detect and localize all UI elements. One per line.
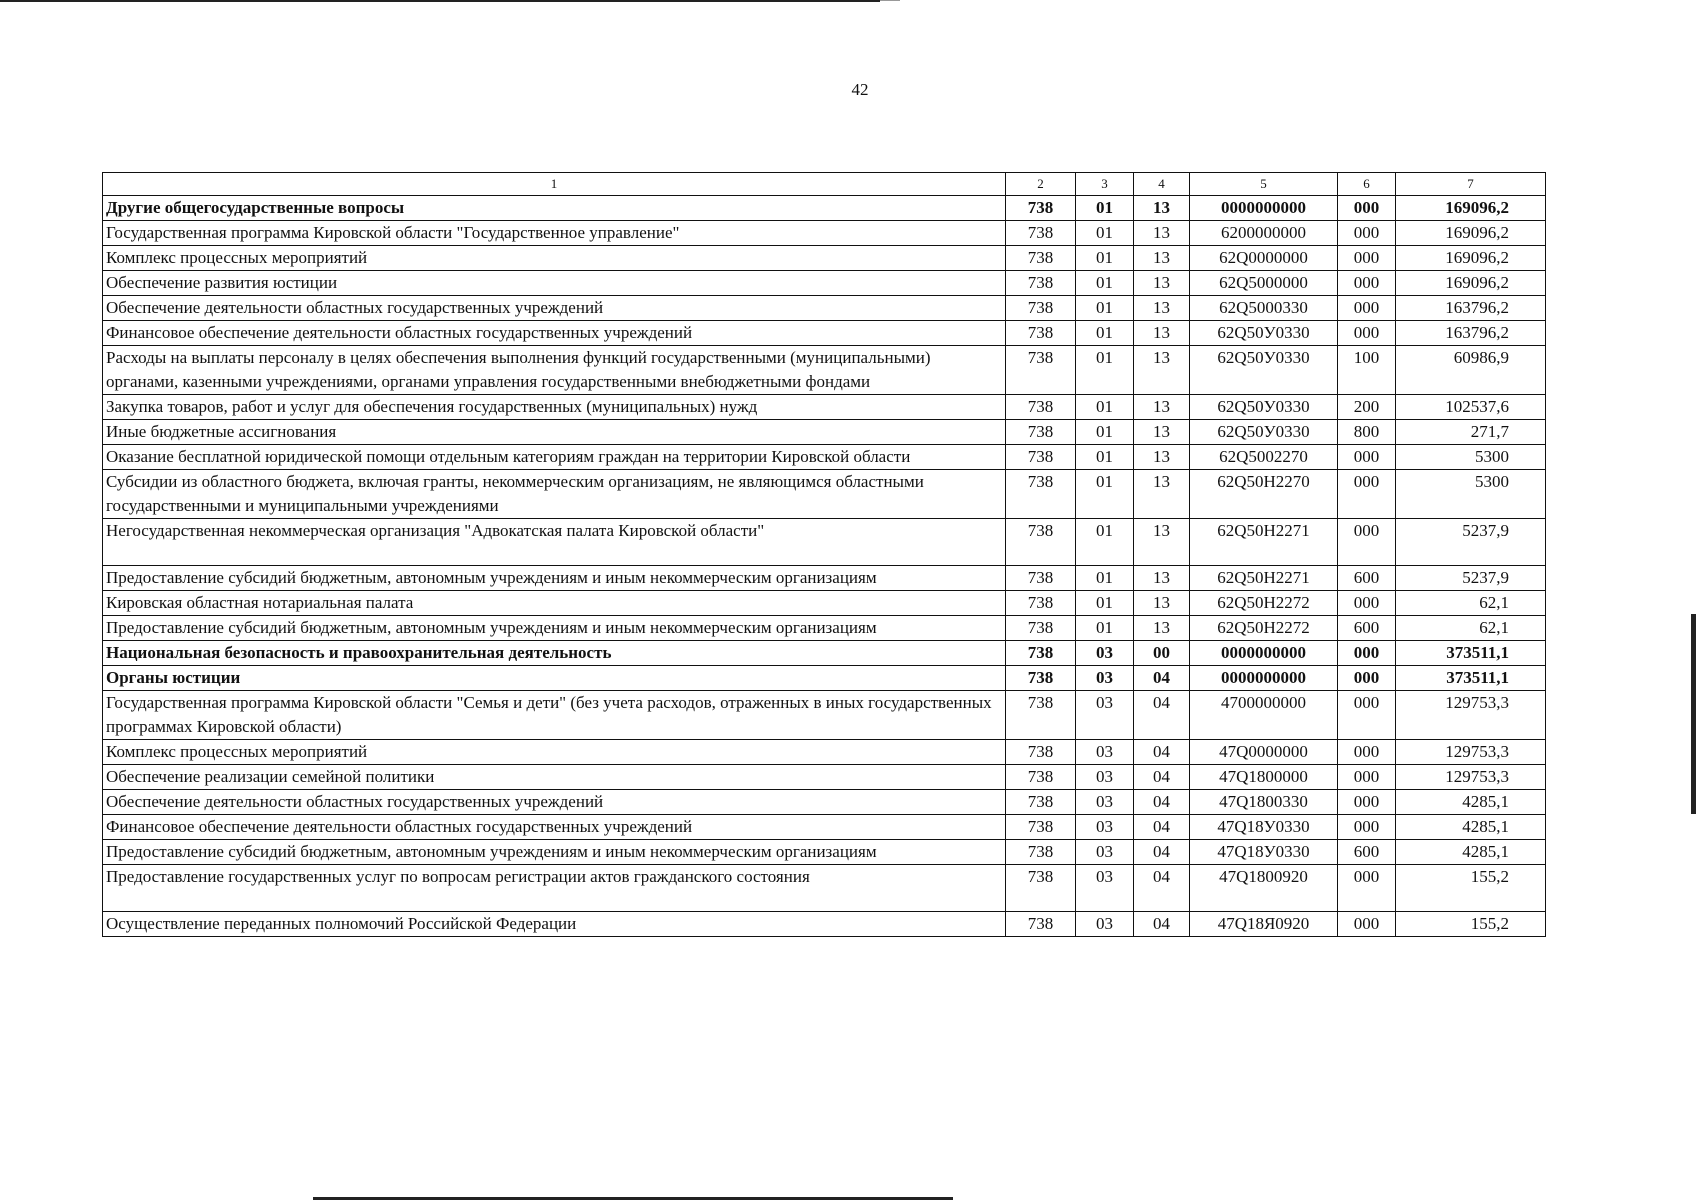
row-c7-cell: 271,7 — [1396, 420, 1546, 445]
row-c7-cell: 169096,2 — [1396, 196, 1546, 221]
row-c6-cell: 000 — [1338, 641, 1396, 666]
row-c6-cell: 000 — [1338, 740, 1396, 765]
row-c4-cell: 04 — [1134, 666, 1190, 691]
row-name-cell: Субсидии из областного бюджета, включая гранты, некоммерческим организациям, не являющимся областными государственными и муниципальными учреждениями — [103, 470, 1006, 519]
table-row — [103, 865, 1546, 912]
row-c3-cell: 03 — [1076, 865, 1134, 912]
row-c5-cell: 47Q18У0330 — [1190, 840, 1338, 865]
row-c2-cell: 738 — [1006, 765, 1076, 790]
row-c7-cell: 129753,3 — [1396, 740, 1546, 765]
row-c5-cell: 0000000000 — [1190, 666, 1338, 691]
row-c7-cell: 155,2 — [1396, 912, 1546, 937]
row-c4-cell: 13 — [1134, 591, 1190, 616]
row-c3-cell: 01 — [1076, 346, 1134, 395]
row-c2-cell: 738 — [1006, 815, 1076, 840]
table-row — [103, 445, 1546, 470]
row-c2-cell: 738 — [1006, 271, 1076, 296]
row-c7-cell: 4285,1 — [1396, 840, 1546, 865]
row-c5-cell: 62Q5002270 — [1190, 445, 1338, 470]
row-c5-cell: 0000000000 — [1190, 641, 1338, 666]
row-c7-cell: 169096,2 — [1396, 271, 1546, 296]
row-c5-cell: 62Q50У0330 — [1190, 321, 1338, 346]
row-name-cell: Обеспечение развития юстиции — [103, 271, 1006, 296]
row-c4-cell: 04 — [1134, 765, 1190, 790]
row-c2-cell: 738 — [1006, 591, 1076, 616]
row-c7-cell: 102537,6 — [1396, 395, 1546, 420]
row-c4-cell: 04 — [1134, 740, 1190, 765]
row-name-cell: Органы юстиции — [103, 666, 1006, 691]
header-cell: 2 — [1006, 173, 1076, 196]
header-cell: 6 — [1338, 173, 1396, 196]
row-c6-cell: 000 — [1338, 912, 1396, 937]
row-c3-cell: 03 — [1076, 790, 1134, 815]
row-c5-cell: 47Q18Я0920 — [1190, 912, 1338, 937]
row-c5-cell: 62Q50Н2270 — [1190, 470, 1338, 519]
row-name-cell: Оказание бесплатной юридической помощи отдельным категориям граждан на территории Кировской области — [103, 445, 1006, 470]
row-c6-cell: 000 — [1338, 591, 1396, 616]
row-c2-cell: 738 — [1006, 912, 1076, 937]
row-c4-cell: 13 — [1134, 395, 1190, 420]
row-c2-cell: 738 — [1006, 420, 1076, 445]
header-cell: 7 — [1396, 173, 1546, 196]
row-c3-cell: 01 — [1076, 519, 1134, 566]
row-name-cell: Финансовое обеспечение деятельности областных государственных учреждений — [103, 815, 1006, 840]
row-c6-cell: 000 — [1338, 865, 1396, 912]
row-c3-cell: 03 — [1076, 815, 1134, 840]
row-c5-cell: 47Q0000000 — [1190, 740, 1338, 765]
row-c2-cell: 738 — [1006, 566, 1076, 591]
row-c7-cell: 129753,3 — [1396, 691, 1546, 740]
row-c4-cell: 04 — [1134, 865, 1190, 912]
row-c3-cell: 01 — [1076, 395, 1134, 420]
row-c4-cell: 13 — [1134, 519, 1190, 566]
header-cell: 5 — [1190, 173, 1338, 196]
row-name-cell: Обеспечение реализации семейной политики — [103, 765, 1006, 790]
row-c6-cell: 000 — [1338, 519, 1396, 566]
table-row — [103, 840, 1546, 865]
scan-edge-mark — [1691, 614, 1696, 814]
row-c5-cell: 6200000000 — [1190, 221, 1338, 246]
row-c6-cell: 200 — [1338, 395, 1396, 420]
row-c6-cell: 000 — [1338, 296, 1396, 321]
row-c2-cell: 738 — [1006, 691, 1076, 740]
row-c4-cell: 13 — [1134, 271, 1190, 296]
header-row — [103, 173, 1546, 196]
row-c5-cell: 62Q5000000 — [1190, 271, 1338, 296]
row-c3-cell: 01 — [1076, 221, 1134, 246]
row-c5-cell: 62Q50У0330 — [1190, 346, 1338, 395]
row-c7-cell: 4285,1 — [1396, 790, 1546, 815]
table-row — [103, 912, 1546, 937]
row-c2-cell: 738 — [1006, 616, 1076, 641]
row-name-cell: Предоставление государственных услуг по вопросам регистрации актов гражданского состояния — [103, 865, 1006, 912]
row-c3-cell: 03 — [1076, 840, 1134, 865]
row-c2-cell: 738 — [1006, 641, 1076, 666]
row-name-cell: Предоставление субсидий бюджетным, автономным учреждениям и иным некоммерческим организациям — [103, 566, 1006, 591]
row-name-cell: Финансовое обеспечение деятельности областных государственных учреждений — [103, 321, 1006, 346]
budget-table — [102, 172, 1546, 937]
row-c6-cell: 000 — [1338, 321, 1396, 346]
row-c6-cell: 800 — [1338, 420, 1396, 445]
table-row — [103, 321, 1546, 346]
row-c5-cell: 62Q50Н2272 — [1190, 616, 1338, 641]
row-c6-cell: 000 — [1338, 221, 1396, 246]
row-name-cell: Предоставление субсидий бюджетным, автономным учреждениям и иным некоммерческим организациям — [103, 616, 1006, 641]
row-name-cell: Государственная программа Кировской области "Семья и дети" (без учета расходов, отраженных в иных государственных программах Кировской области) — [103, 691, 1006, 740]
row-name-cell: Другие общегосударственные вопросы — [103, 196, 1006, 221]
top-rule — [0, 0, 880, 2]
row-c2-cell: 738 — [1006, 865, 1076, 912]
row-c6-cell: 600 — [1338, 616, 1396, 641]
row-c2-cell: 738 — [1006, 790, 1076, 815]
row-name-cell: Национальная безопасность и правоохранительная деятельность — [103, 641, 1006, 666]
row-c6-cell: 600 — [1338, 840, 1396, 865]
row-c3-cell: 03 — [1076, 912, 1134, 937]
row-c2-cell: 738 — [1006, 321, 1076, 346]
row-c3-cell: 03 — [1076, 641, 1134, 666]
row-c2-cell: 738 — [1006, 246, 1076, 271]
table-row — [103, 566, 1546, 591]
table-row — [103, 470, 1546, 519]
row-c6-cell: 000 — [1338, 666, 1396, 691]
row-c4-cell: 13 — [1134, 196, 1190, 221]
row-c3-cell: 01 — [1076, 591, 1134, 616]
row-c2-cell: 738 — [1006, 840, 1076, 865]
table-row — [103, 246, 1546, 271]
row-c3-cell: 01 — [1076, 271, 1134, 296]
row-c4-cell: 13 — [1134, 321, 1190, 346]
row-c4-cell: 04 — [1134, 691, 1190, 740]
row-c4-cell: 13 — [1134, 346, 1190, 395]
row-c5-cell: 62Q50У0330 — [1190, 420, 1338, 445]
table-row — [103, 519, 1546, 566]
table-row — [103, 296, 1546, 321]
row-c6-cell: 000 — [1338, 470, 1396, 519]
row-c2-cell: 738 — [1006, 296, 1076, 321]
row-c2-cell: 738 — [1006, 519, 1076, 566]
row-c4-cell: 13 — [1134, 296, 1190, 321]
row-c3-cell: 03 — [1076, 740, 1134, 765]
row-c5-cell: 4700000000 — [1190, 691, 1338, 740]
table-row — [103, 691, 1546, 740]
table-row — [103, 740, 1546, 765]
row-c4-cell: 13 — [1134, 420, 1190, 445]
row-c4-cell: 13 — [1134, 470, 1190, 519]
row-c5-cell: 0000000000 — [1190, 196, 1338, 221]
row-c4-cell: 04 — [1134, 815, 1190, 840]
row-c6-cell: 000 — [1338, 815, 1396, 840]
row-c3-cell: 01 — [1076, 420, 1134, 445]
row-c2-cell: 738 — [1006, 666, 1076, 691]
row-c7-cell: 373511,1 — [1396, 641, 1546, 666]
row-c4-cell: 13 — [1134, 246, 1190, 271]
row-c2-cell: 738 — [1006, 196, 1076, 221]
row-c3-cell: 01 — [1076, 296, 1134, 321]
row-c6-cell: 000 — [1338, 790, 1396, 815]
row-name-cell: Комплекс процессных мероприятий — [103, 246, 1006, 271]
row-c7-cell: 5237,9 — [1396, 519, 1546, 566]
row-name-cell: Обеспечение деятельности областных государственных учреждений — [103, 790, 1006, 815]
row-c6-cell: 100 — [1338, 346, 1396, 395]
row-name-cell: Расходы на выплаты персоналу в целях обеспечения выполнения функций государственными (муниципальными) органами, казенными учреждениями, органами управления государственными внебюджетными фондами — [103, 346, 1006, 395]
row-c4-cell: 13 — [1134, 566, 1190, 591]
table-row — [103, 616, 1546, 641]
row-c4-cell: 00 — [1134, 641, 1190, 666]
row-name-cell: Осуществление переданных полномочий Российской Федерации — [103, 912, 1006, 937]
row-c5-cell: 47Q1800000 — [1190, 765, 1338, 790]
row-name-cell: Иные бюджетные ассигнования — [103, 420, 1006, 445]
row-c4-cell: 13 — [1134, 616, 1190, 641]
row-c7-cell: 5300 — [1396, 470, 1546, 519]
row-c5-cell: 62Q50У0330 — [1190, 395, 1338, 420]
row-c3-cell: 01 — [1076, 445, 1134, 470]
row-c7-cell: 129753,3 — [1396, 765, 1546, 790]
page-number: 42 — [851, 80, 869, 99]
row-c7-cell: 163796,2 — [1396, 296, 1546, 321]
row-c6-cell: 000 — [1338, 765, 1396, 790]
row-c5-cell: 47Q18У0330 — [1190, 815, 1338, 840]
row-c7-cell: 62,1 — [1396, 591, 1546, 616]
row-c7-cell: 5300 — [1396, 445, 1546, 470]
table-row — [103, 666, 1546, 691]
row-name-cell: Обеспечение деятельности областных государственных учреждений — [103, 296, 1006, 321]
row-c3-cell: 01 — [1076, 616, 1134, 641]
row-c5-cell: 62Q5000330 — [1190, 296, 1338, 321]
row-c7-cell: 169096,2 — [1396, 246, 1546, 271]
row-name-cell: Кировская областная нотариальная палата — [103, 591, 1006, 616]
row-c3-cell: 01 — [1076, 321, 1134, 346]
row-c7-cell: 4285,1 — [1396, 815, 1546, 840]
table-row — [103, 196, 1546, 221]
table-row — [103, 641, 1546, 666]
row-c7-cell: 60986,9 — [1396, 346, 1546, 395]
row-c2-cell: 738 — [1006, 346, 1076, 395]
row-c3-cell: 01 — [1076, 196, 1134, 221]
row-c6-cell: 000 — [1338, 271, 1396, 296]
table-row — [103, 271, 1546, 296]
row-c6-cell: 000 — [1338, 691, 1396, 740]
row-c3-cell: 01 — [1076, 246, 1134, 271]
row-c5-cell: 47Q1800330 — [1190, 790, 1338, 815]
row-c7-cell: 5237,9 — [1396, 566, 1546, 591]
row-name-cell: Негосударственная некоммерческая организация "Адвокатская палата Кировской области" — [103, 519, 1006, 566]
row-c2-cell: 738 — [1006, 395, 1076, 420]
top-rule-end — [880, 0, 900, 1]
row-c4-cell: 13 — [1134, 445, 1190, 470]
row-c5-cell: 62Q50Н2272 — [1190, 591, 1338, 616]
table-row — [103, 765, 1546, 790]
table-row — [103, 395, 1546, 420]
row-c5-cell: 62Q50Н2271 — [1190, 566, 1338, 591]
row-name-cell: Предоставление субсидий бюджетным, автономным учреждениям и иным некоммерческим организациям — [103, 840, 1006, 865]
row-c5-cell: 62Q0000000 — [1190, 246, 1338, 271]
row-name-cell: Государственная программа Кировской области "Государственное управление" — [103, 221, 1006, 246]
row-c6-cell: 000 — [1338, 445, 1396, 470]
row-c2-cell: 738 — [1006, 445, 1076, 470]
header-cell: 1 — [103, 173, 1006, 196]
row-name-cell: Закупка товаров, работ и услуг для обеспечения государственных (муниципальных) нужд — [103, 395, 1006, 420]
row-c7-cell: 62,1 — [1396, 616, 1546, 641]
row-c4-cell: 04 — [1134, 790, 1190, 815]
row-c4-cell: 04 — [1134, 840, 1190, 865]
row-c2-cell: 738 — [1006, 221, 1076, 246]
row-c2-cell: 738 — [1006, 470, 1076, 519]
table-row — [103, 815, 1546, 840]
table-row — [103, 221, 1546, 246]
row-c2-cell: 738 — [1006, 740, 1076, 765]
row-c7-cell: 155,2 — [1396, 865, 1546, 912]
row-c5-cell: 47Q1800920 — [1190, 865, 1338, 912]
row-c4-cell: 13 — [1134, 221, 1190, 246]
row-c3-cell: 01 — [1076, 470, 1134, 519]
row-c7-cell: 169096,2 — [1396, 221, 1546, 246]
row-c3-cell: 03 — [1076, 765, 1134, 790]
row-c5-cell: 62Q50Н2271 — [1190, 519, 1338, 566]
row-c6-cell: 000 — [1338, 196, 1396, 221]
table-row — [103, 346, 1546, 395]
row-name-cell: Комплекс процессных мероприятий — [103, 740, 1006, 765]
row-c7-cell: 373511,1 — [1396, 666, 1546, 691]
table-row — [103, 591, 1546, 616]
row-c6-cell: 600 — [1338, 566, 1396, 591]
header-cell: 3 — [1076, 173, 1134, 196]
row-c3-cell: 03 — [1076, 691, 1134, 740]
row-c6-cell: 000 — [1338, 246, 1396, 271]
table-row — [103, 420, 1546, 445]
row-c3-cell: 01 — [1076, 566, 1134, 591]
row-c4-cell: 04 — [1134, 912, 1190, 937]
row-c3-cell: 03 — [1076, 666, 1134, 691]
table-row — [103, 790, 1546, 815]
header-cell: 4 — [1134, 173, 1190, 196]
row-c7-cell: 163796,2 — [1396, 321, 1546, 346]
